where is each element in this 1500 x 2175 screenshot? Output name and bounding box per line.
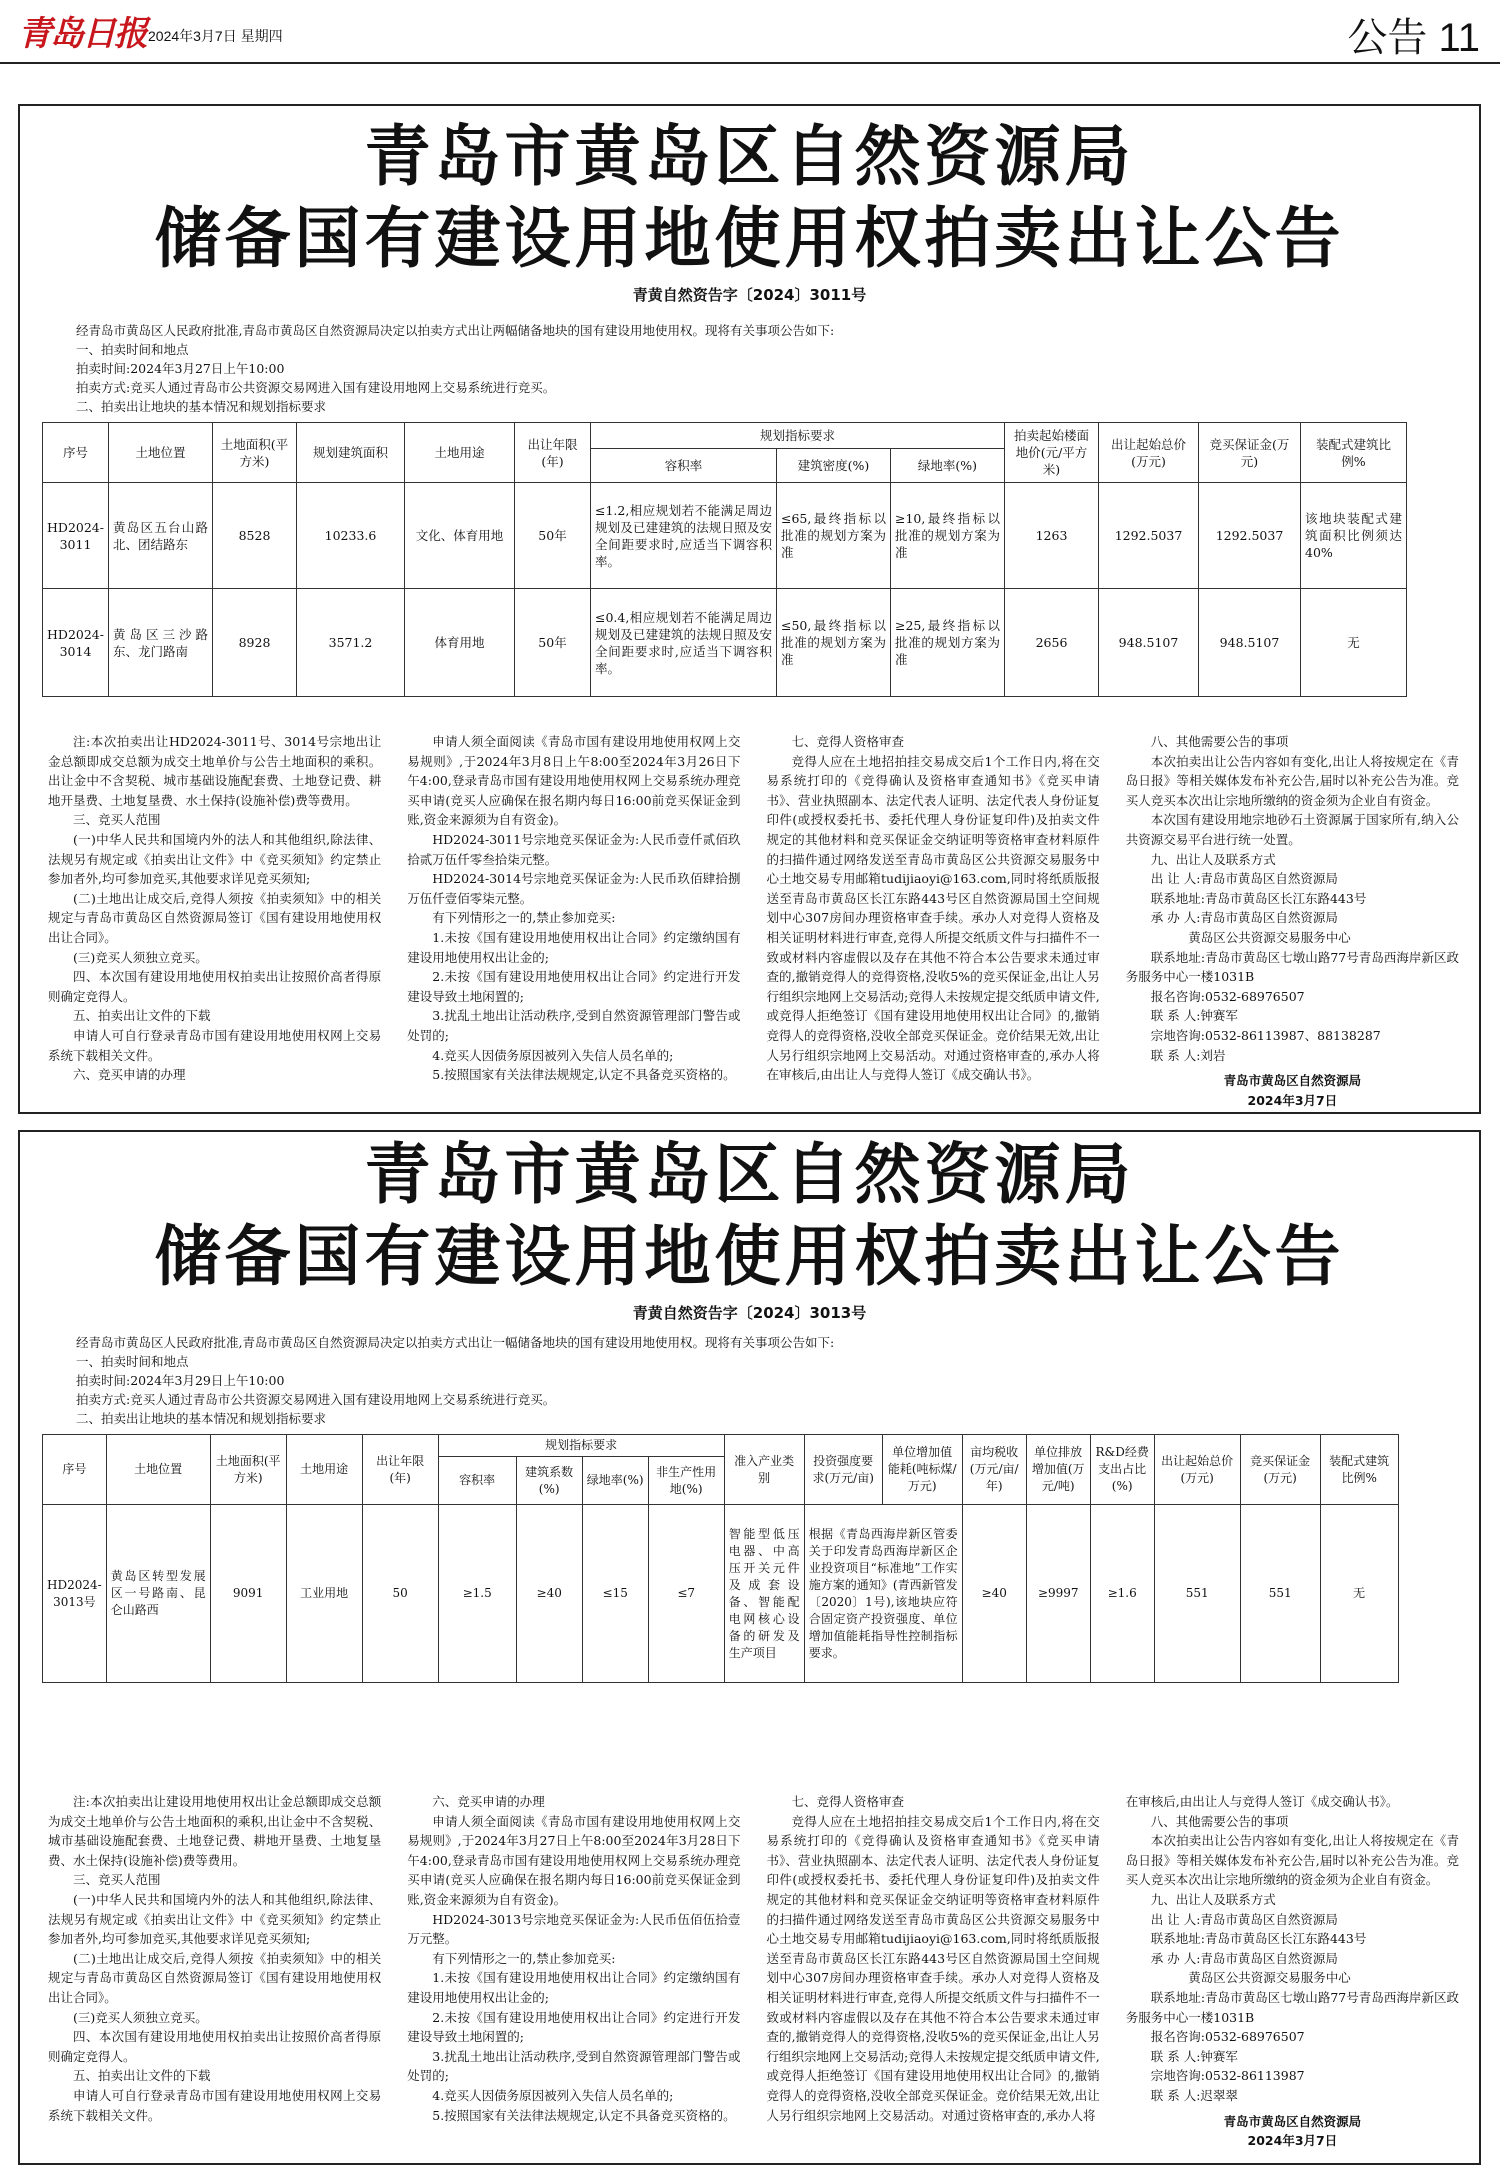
body-paragraph: 宗地咨询:0532-86113987 xyxy=(1150,2068,1305,2084)
table-cell: 2656 xyxy=(1005,589,1099,697)
table-cell: ≥9997 xyxy=(1026,1505,1090,1683)
table-header: 装配式建筑比例% xyxy=(1320,1435,1398,1505)
body-paragraph: 承 办 人:青岛市黄岛区自然资源局 xyxy=(1150,1950,1338,1966)
notice-body-columns xyxy=(48,732,1459,1110)
table-header: 土地位置 xyxy=(109,423,213,483)
newspaper-logo: 青岛日报 xyxy=(18,14,146,54)
intro-text: 二、拍卖出让地块的基本情况和规划指标要求 xyxy=(76,1411,327,1426)
table-header: 准入产业类别 xyxy=(724,1435,804,1505)
notice-title-line1: 青岛市黄岛区自然资源局 xyxy=(364,1136,1135,1213)
table-header: 竞买保证金(万元) xyxy=(1199,423,1301,483)
table-cell: 9091 xyxy=(210,1505,286,1683)
table-header: 序号 xyxy=(43,423,109,483)
table-header: 亩均税收(万元/亩/年) xyxy=(962,1435,1026,1505)
body-paragraph: 申请人须全面阅读《青岛市国有建设用地使用权网上交易规则》,于2024年3月8日上午8:00至2024年3月26日下午4:00,登录青岛市国有建设用地使用权网上交易系统办理竞买申请(竞买人应确保在报名期内每日16:00前竞买保证金到账,资金来源须为自有资金)。 xyxy=(407,734,741,828)
table-cell: ≥40 xyxy=(962,1505,1026,1683)
body-paragraph: 竞得人应在土地招拍挂交易成交后1个工作日内,将在交易系统打印的《竞得确认及资格审查通知书》《竞买申请书》、营业执照副本、法定代表人证明、法定代表人身份证复印件(或授权委托书、委托代理人身份证复印件)及拍卖文件规定的其他材料和竞买保证金交纳证明等资格审查材料原件的扫描件通过网络发送至青岛市黄岛区公共资源交易服务中心土地交易专用邮箱tudijiaoyi@163.com,同时将纸质版报送至青岛市黄岛区长江东路443号区自然资源局国土空间规划中心307房间办理资格审查手续。承办人对竞得人资格及相关证明材料进行审查,竞得人所提交纸质文件与扫描件不一致或材料内容虚假以及存在其他不符合本公告要求未通过审查的,撤销竞得人的竞得资格,没收5%的竞买保证金,出让人另行组织宗地网上交易活动;竞得人未按规定提交纸质申请文件,或竞得人拒绝签订《国有建设用地使用权出让合同》的,撤销竞得人的竞得资格,没收全部竞买保证金。竞价结果无效,出让人另行组织宗地网上交易活动。对通过资格审查的,承办人将 xyxy=(766,1813,1100,2123)
body-paragraph: 五、拍卖出让文件的下载 xyxy=(73,2068,211,2084)
body-column-4 xyxy=(1126,1792,1459,2151)
intro-text: 拍卖时间:2024年3月29日上午10:00 xyxy=(76,1373,285,1388)
table-cell: 8528 xyxy=(213,483,297,589)
table-cell: 948.5107 xyxy=(1099,589,1199,697)
body-paragraph: 本次拍卖出让公告内容如有变化,出让人将按规定在《青岛日报》等相关媒体发布补充公告,届时以补充公告为准。竞买人竞买本次出让宗地所缴纳的资金须为企业自有资金。 xyxy=(1125,1833,1459,1888)
body-paragraph: HD2024-3014号宗地竞买保证金为:人民币玖佰肆拾捌万伍仟壹佰零柒元整。 xyxy=(407,871,741,906)
table-cell: 3571.2 xyxy=(297,589,405,697)
body-paragraph: 联 系 人:刘岩 xyxy=(1150,1047,1226,1063)
body-paragraph: HD2024-3013号宗地竞买保证金为:人民币伍佰伍拾壹万元整。 xyxy=(407,1911,741,1947)
table-cell: ≥25,最终指标以批准的规划方案为准 xyxy=(891,589,1005,697)
body-paragraph: 九、出让人及联系方式 xyxy=(1150,1891,1276,1907)
table-cell: 1292.5037 xyxy=(1199,483,1301,589)
table-header: 竞买保证金(万元) xyxy=(1240,1435,1320,1505)
table-cell: 948.5107 xyxy=(1199,589,1301,697)
table-cell: 工业用地 xyxy=(286,1505,362,1683)
page-section-number: 公告 11 xyxy=(1347,16,1480,60)
body-paragraph: 联 系 人:钟赛军 xyxy=(1150,1008,1238,1024)
table-header: 土地位置 xyxy=(106,1435,210,1505)
body-paragraph: 八、其他需要公告的事项 xyxy=(1150,1813,1289,1829)
table-cell: 1263 xyxy=(1005,483,1099,589)
table-cell: 无 xyxy=(1301,589,1407,697)
body-column-4 xyxy=(1126,732,1459,1110)
table-cell: ≤0.4,相应规划若不能满足周边规划及已建建筑的法规日照及安全间距要求时,应适当下调容积率。 xyxy=(591,589,777,697)
intro-text: 经青岛市黄岛区人民政府批准,青岛市黄岛区自然资源局决定以拍卖方式出让两幅储备地块的国有建设用地使用权。现将有关事项公告如下: xyxy=(76,323,835,338)
body-paragraph: 联 系 人:钟赛军 xyxy=(1150,2048,1238,2064)
table-cell: 黄岛区转型发展区一号路南、昆仑山路西 xyxy=(106,1505,210,1683)
table-cell: 551 xyxy=(1240,1505,1320,1683)
table-header: 规划建筑面积 xyxy=(297,423,405,483)
body-paragraph: 四、本次国有建设用地使用权拍卖出让按照价高者得原则确定竞得人。 xyxy=(48,969,382,1004)
table-header: R&D经费支出占比(%) xyxy=(1090,1435,1154,1505)
body-paragraph: (一)中华人民共和国境内外的法人和其他组织,除法律、法规另有规定或《拍卖出让文件》中《竞买须知》约定禁止参加者外,均可参加竞买,其他要求详见竞买须知; xyxy=(48,831,382,887)
masthead xyxy=(0,0,1500,64)
body-paragraph: 本次国有建设用地宗地砂石土资源属于国家所有,纳入公共资源交易平台进行统一处置。 xyxy=(1125,812,1459,847)
body-paragraph: 联 系 人:迟翠翠 xyxy=(1150,2087,1238,2103)
table-header: 单位排放增加值(万元/吨) xyxy=(1026,1435,1090,1505)
table-header: 拍卖起始楼面地价(元/平方米) xyxy=(1005,423,1099,483)
document-number: 青黄自然资告字〔2024〕3013号 xyxy=(632,1304,867,1322)
body-paragraph: 注:本次拍卖出让HD2024-3011号、3014号宗地出让金总额即成交总额为成交土地单价与公告土地面积的乘积。出让金中不含契税、城市基础设施配套费、土地登记费、耕地开垦费、土地复垦费、水土保持(设施补偿)费等费用。 xyxy=(48,734,382,808)
table-cell: 50 xyxy=(362,1505,438,1683)
intro-paragraphs xyxy=(76,1333,1423,1428)
body-column-1 xyxy=(48,1792,381,2151)
table-cell: 黄岛区五台山路北、团结路东 xyxy=(109,483,213,589)
body-paragraph: 报名咨询:0532-68976507 xyxy=(1150,988,1305,1004)
table-cell: 8928 xyxy=(213,589,297,697)
body-paragraph: 申请人可自行登录青岛市国有建设用地使用权网上交易系统下载相关文件。 xyxy=(48,2087,382,2123)
body-paragraph: 2.未按《国有建设用地使用权出让合同》约定进行开发建设导致土地闲置的; xyxy=(407,969,741,1004)
body-paragraph: 报名咨询:0532-68976507 xyxy=(1150,2029,1305,2045)
table-header: 序号 xyxy=(43,1435,107,1505)
body-paragraph: (二)土地出让成交后,竞得人须按《拍卖须知》中的相关规定与青岛市黄岛区自然资源局签订《国有建设用地使用权出让合同》。 xyxy=(48,1950,382,2005)
table-cell: 10233.6 xyxy=(297,483,405,589)
table-cell: 1292.5037 xyxy=(1099,483,1199,589)
body-paragraph: (一)中华人民共和国境内外的法人和其他组织,除法律、法规另有规定或《拍卖出让文件》中《竞买须知》约定禁止参加者外,均可参加竞买,其他要求详见竞买须知; xyxy=(48,1891,382,1947)
table-header: 投资强度要求(万元/亩) xyxy=(804,1435,882,1505)
table-header: 规划指标要求 xyxy=(438,1435,724,1457)
table-cell: 无 xyxy=(1320,1505,1398,1683)
body-column-3 xyxy=(767,1792,1100,2151)
body-paragraph: 有下列情形之一的,禁止参加竞买: xyxy=(432,1950,616,1966)
table-header: 装配式建筑比例% xyxy=(1301,423,1407,483)
table-header: 绿地率(%) xyxy=(891,449,1005,483)
intro-text: 一、拍卖时间和地点 xyxy=(76,1354,189,1369)
table-header: 建筑密度(%) xyxy=(777,449,891,483)
body-column-2 xyxy=(407,732,740,1110)
body-paragraph: 4.竞买人因债务原因被列入失信人员名单的; xyxy=(432,1047,674,1063)
notice-title-line2: 储备国有建设用地使用权拍卖出让公告 xyxy=(154,1218,1345,1295)
body-paragraph: 1.未按《国有建设用地使用权出让合同》约定缴纳国有建设用地使用权出让金的; xyxy=(407,1970,741,2005)
body-paragraph: 注:本次拍卖出让建设用地使用权出让金总额即成交总额为成交土地单价与公告土地面积的乘积,出让金中不含契税、城市基础设施配套费、土地登记费、耕地开垦费、土地复垦费、水土保持(设施补偿)费等费用。 xyxy=(48,1794,382,1868)
body-paragraph: 1.未按《国有建设用地使用权出让合同》约定缴纳国有建设用地使用权出让金的; xyxy=(407,929,741,965)
land-parcel-table xyxy=(42,1434,1399,1683)
table-cell: HD2024-3014 xyxy=(43,589,109,697)
table-cell: ≥1.6 xyxy=(1090,1505,1154,1683)
body-paragraph: 黄岛区公共资源交易服务中心 xyxy=(1188,1970,1351,1986)
land-parcel-table xyxy=(42,422,1407,697)
body-paragraph: 联系地址:青岛市黄岛区长江东路443号 xyxy=(1150,1931,1367,1947)
notice-3011 xyxy=(18,104,1481,1114)
body-paragraph: 宗地咨询:0532-86113987、88138287 xyxy=(1150,1027,1381,1043)
table-header: 土地面积(平方米) xyxy=(213,423,297,483)
body-paragraph: 四、本次国有建设用地使用权拍卖出让按照价高者得原则确定竞得人。 xyxy=(48,2029,382,2064)
intro-text: 经青岛市黄岛区人民政府批准,青岛市黄岛区自然资源局决定以拍卖方式出让一幅储备地块的国有建设用地使用权。现将有关事项公告如下: xyxy=(76,1335,835,1350)
body-column-2 xyxy=(407,1792,740,2151)
signature-org: 青岛市黄岛区自然资源局 xyxy=(1223,1073,1362,1089)
table-header: 容积率 xyxy=(591,449,777,483)
table-header: 土地用途 xyxy=(405,423,515,483)
body-column-1 xyxy=(48,732,381,1110)
body-paragraph: 3.扰乱土地出让活动秩序,受到自然资源管理部门警告或处罚的; xyxy=(407,2048,741,2084)
table-cell: HD2024-3011 xyxy=(43,483,109,589)
table-header: 规划指标要求 xyxy=(591,423,1005,449)
body-paragraph: 本次拍卖出让公告内容如有变化,出让人将按规定在《青岛日报》等相关媒体发布补充公告,届时以补充公告为准。竞买人竞买本次出让宗地所缴纳的资金须为企业自有资金。 xyxy=(1125,753,1459,808)
table-row xyxy=(43,1505,1399,1683)
body-paragraph: 六、竞买申请的办理 xyxy=(73,1067,186,1083)
signature-date: 2024年3月7日 xyxy=(1247,1092,1338,1108)
table-header: 非生产性用地(%) xyxy=(648,1457,724,1505)
notice-3013 xyxy=(18,1130,1481,2165)
body-paragraph: 出 让 人:青岛市黄岛区自然资源局 xyxy=(1150,1911,1338,1927)
table-row xyxy=(43,589,1407,697)
body-paragraph: 申请人可自行登录青岛市国有建设用地使用权网上交易系统下载相关文件。 xyxy=(48,1027,382,1063)
table-cell: 体育用地 xyxy=(405,589,515,697)
table-cell: ≤7 xyxy=(648,1505,724,1683)
intro-text: 拍卖方式:竞买人通过青岛市公共资源交易网进入国有建设用地网上交易系统进行竞买。 xyxy=(76,380,556,395)
body-paragraph: 联系地址:青岛市黄岛区长江东路443号 xyxy=(1150,890,1367,906)
table-header: 出让年限(年) xyxy=(515,423,591,483)
body-paragraph: 黄岛区公共资源交易服务中心 xyxy=(1188,929,1351,945)
body-paragraph: 联系地址:青岛市黄岛区七墩山路77号青岛西海岸新区政务服务中心一楼1031B xyxy=(1125,949,1459,985)
notice-title-line1: 青岛市黄岛区自然资源局 xyxy=(364,118,1135,195)
body-paragraph: 在审核后,由出让人与竞得人签订《成交确认书》。 xyxy=(1125,1794,1399,1809)
table-cell: 551 xyxy=(1154,1505,1240,1683)
body-paragraph: 4.竞买人因债务原因被列入失信人员名单的; xyxy=(432,2087,674,2103)
body-paragraph: 六、竞买申请的办理 xyxy=(432,1794,545,1809)
table-cell: ≥10,最终指标以批准的规划方案为准 xyxy=(891,483,1005,589)
body-paragraph: 三、竞买人范围 xyxy=(73,1872,161,1888)
body-paragraph: 2.未按《国有建设用地使用权出让合同》约定进行开发建设导致土地闲置的; xyxy=(407,2009,741,2045)
table-row xyxy=(43,483,1407,589)
body-paragraph: 七、竞得人资格审查 xyxy=(791,1794,905,1809)
body-paragraph: (三)竞买人须独立竞买。 xyxy=(73,949,208,965)
body-paragraph: 九、出让人及联系方式 xyxy=(1150,851,1276,867)
table-cell: ≤1.2,相应规划若不能满足周边规划及已建建筑的法规日照及安全间距要求时,应适当下调容积率。 xyxy=(591,483,777,589)
table-header: 土地面积(平方米) xyxy=(210,1435,286,1505)
body-paragraph: (二)土地出让成交后,竞得人须按《拍卖须知》中的相关规定与青岛市黄岛区自然资源局签订《国有建设用地使用权出让合同》。 xyxy=(48,890,382,945)
table-header: 出让年限(年) xyxy=(362,1435,438,1505)
body-paragraph: 5.按照国家有关法律法规规定,认定不具备竞买资格的。 xyxy=(432,1067,736,1083)
body-paragraph: 联系地址:青岛市黄岛区七墩山路77号青岛西海岸新区政务服务中心一楼1031B xyxy=(1125,1989,1459,2025)
body-paragraph: 八、其他需要公告的事项 xyxy=(1150,734,1289,749)
table-header: 单位增加值能耗(吨标煤/万元) xyxy=(882,1435,962,1505)
body-paragraph: 三、竞买人范围 xyxy=(73,812,161,828)
intro-text: 二、拍卖出让地块的基本情况和规划指标要求 xyxy=(76,399,327,414)
body-paragraph: HD2024-3011号宗地竞买保证金为:人民币壹仟贰佰玖拾贰万伍仟零叁拾柒元整。 xyxy=(407,831,741,867)
table-header: 绿地率(%) xyxy=(582,1457,648,1505)
intro-text: 一、拍卖时间和地点 xyxy=(76,342,189,357)
table-cell: 该地块装配式建筑面积比例须达40% xyxy=(1301,483,1407,589)
table-cell: 文化、体育用地 xyxy=(405,483,515,589)
signature-date: 2024年3月7日 xyxy=(1247,2133,1338,2149)
signature-org: 青岛市黄岛区自然资源局 xyxy=(1223,2113,1362,2129)
table-cell: ≥1.5 xyxy=(438,1505,516,1683)
issue-date: 2024年3月7日 星期四 xyxy=(148,28,283,44)
table-cell: 黄岛区三沙路东、龙门路南 xyxy=(109,589,213,697)
body-column-3 xyxy=(767,732,1100,1110)
table-cell: 50年 xyxy=(515,589,591,697)
notice-title-line2: 储备国有建设用地使用权拍卖出让公告 xyxy=(154,200,1345,277)
body-paragraph: 出 让 人:青岛市黄岛区自然资源局 xyxy=(1150,871,1338,887)
body-paragraph: 3.扰乱土地出让活动秩序,受到自然资源管理部门警告或处罚的; xyxy=(407,1008,741,1043)
body-paragraph: 竞得人应在土地招拍挂交易成交后1个工作日内,将在交易系统打印的《竞得确认及资格审查通知书》《竞买申请书》、营业执照副本、法定代表人证明、法定代表人身份证复印件(或授权委托书、委托代理人身份证复印件)及拍卖文件规定的其他材料和竞买保证金交纳证明等资格审查材料原件的扫描件通过网络发送至青岛市黄岛区公共资源交易服务中心土地交易专用邮箱tudijiaoyi@163.com,同时将纸质版报送至青岛市黄岛区长江东路443号区自然资源局国土空间规划中心307房间办理资格审查手续。承办人对竞得人资格及相关证明材料进行审查,竞得人所提交纸质文件与扫描件不一致或材料内容虚假以及存在其他不符合本公告要求未通过审查的,撤销竞得人的竞得资格,没收5%的竞买保证金,出让人另行组织宗地网上交易活动;竞得人未按规定提交纸质申请文件,或竞得人拒绝签订《国有建设用地使用权出让合同》的,撤销竞得人的竞得资格,没收全部竞买保证金。竞价结果无效,出让人另行组织宗地网上交易活动。对通过资格审查的,承办人将在审核后,由出让人与竞得人签订《成交确认书》。 xyxy=(766,753,1100,1083)
table-header: 土地用途 xyxy=(286,1435,362,1505)
table-cell: ≤15 xyxy=(582,1505,648,1683)
table-cell: 50年 xyxy=(515,483,591,589)
intro-text: 拍卖时间:2024年3月27日上午10:00 xyxy=(76,361,285,376)
table-cell: HD2024-3013号 xyxy=(43,1505,107,1683)
table-header: 建筑系数(%) xyxy=(516,1457,582,1505)
body-paragraph: 七、竞得人资格审查 xyxy=(791,734,905,749)
body-paragraph: 5.按照国家有关法律法规规定,认定不具备竞买资格的。 xyxy=(432,2107,736,2123)
table-header: 出让起始总价(万元) xyxy=(1099,423,1199,483)
intro-text: 拍卖方式:竞买人通过青岛市公共资源交易网进入国有建设用地网上交易系统进行竞买。 xyxy=(76,1392,556,1407)
table-cell: 根据《青岛西海岸新区管委关于印发青岛西海岸新区企业投资项目“标准地”工作实施方案的通知》(青西新管发〔2020〕1号),该地块应符合固定资产投资强度、单位增加值能耗指导性控制指标要求。 xyxy=(804,1505,962,1683)
notice-body-columns xyxy=(48,1792,1459,2151)
document-number: 青黄自然资告字〔2024〕3011号 xyxy=(632,286,867,304)
body-paragraph: (三)竞买人须独立竞买。 xyxy=(73,2009,208,2025)
table-header: 容积率 xyxy=(438,1457,516,1505)
body-paragraph: 有下列情形之一的,禁止参加竞买: xyxy=(432,910,616,926)
body-paragraph: 承 办 人:青岛市黄岛区自然资源局 xyxy=(1150,910,1338,926)
body-paragraph: 申请人须全面阅读《青岛市国有建设用地使用权网上交易规则》,于2024年3月27日上午8:00至2024年3月28日下午4:00,登录青岛市国有建设用地使用权网上交易系统办理竞买申请(竞买人应确保在报名期内每日16:00前竞买保证金到账,资金来源须为自有资金)。 xyxy=(407,1813,741,1907)
table-cell: ≤65,最终指标以批准的规划方案为准 xyxy=(777,483,891,589)
table-cell: 智能型低压电器、中高压开关元件及成套设备、智能配电网核心设备的研发及生产项目 xyxy=(724,1505,804,1683)
body-paragraph: 五、拍卖出让文件的下载 xyxy=(73,1008,211,1024)
intro-paragraphs xyxy=(76,321,1423,416)
table-cell: ≥40 xyxy=(516,1505,582,1683)
table-header: 出让起始总价(万元) xyxy=(1154,1435,1240,1505)
table-cell: ≤50,最终指标以批准的规划方案为准 xyxy=(777,589,891,697)
